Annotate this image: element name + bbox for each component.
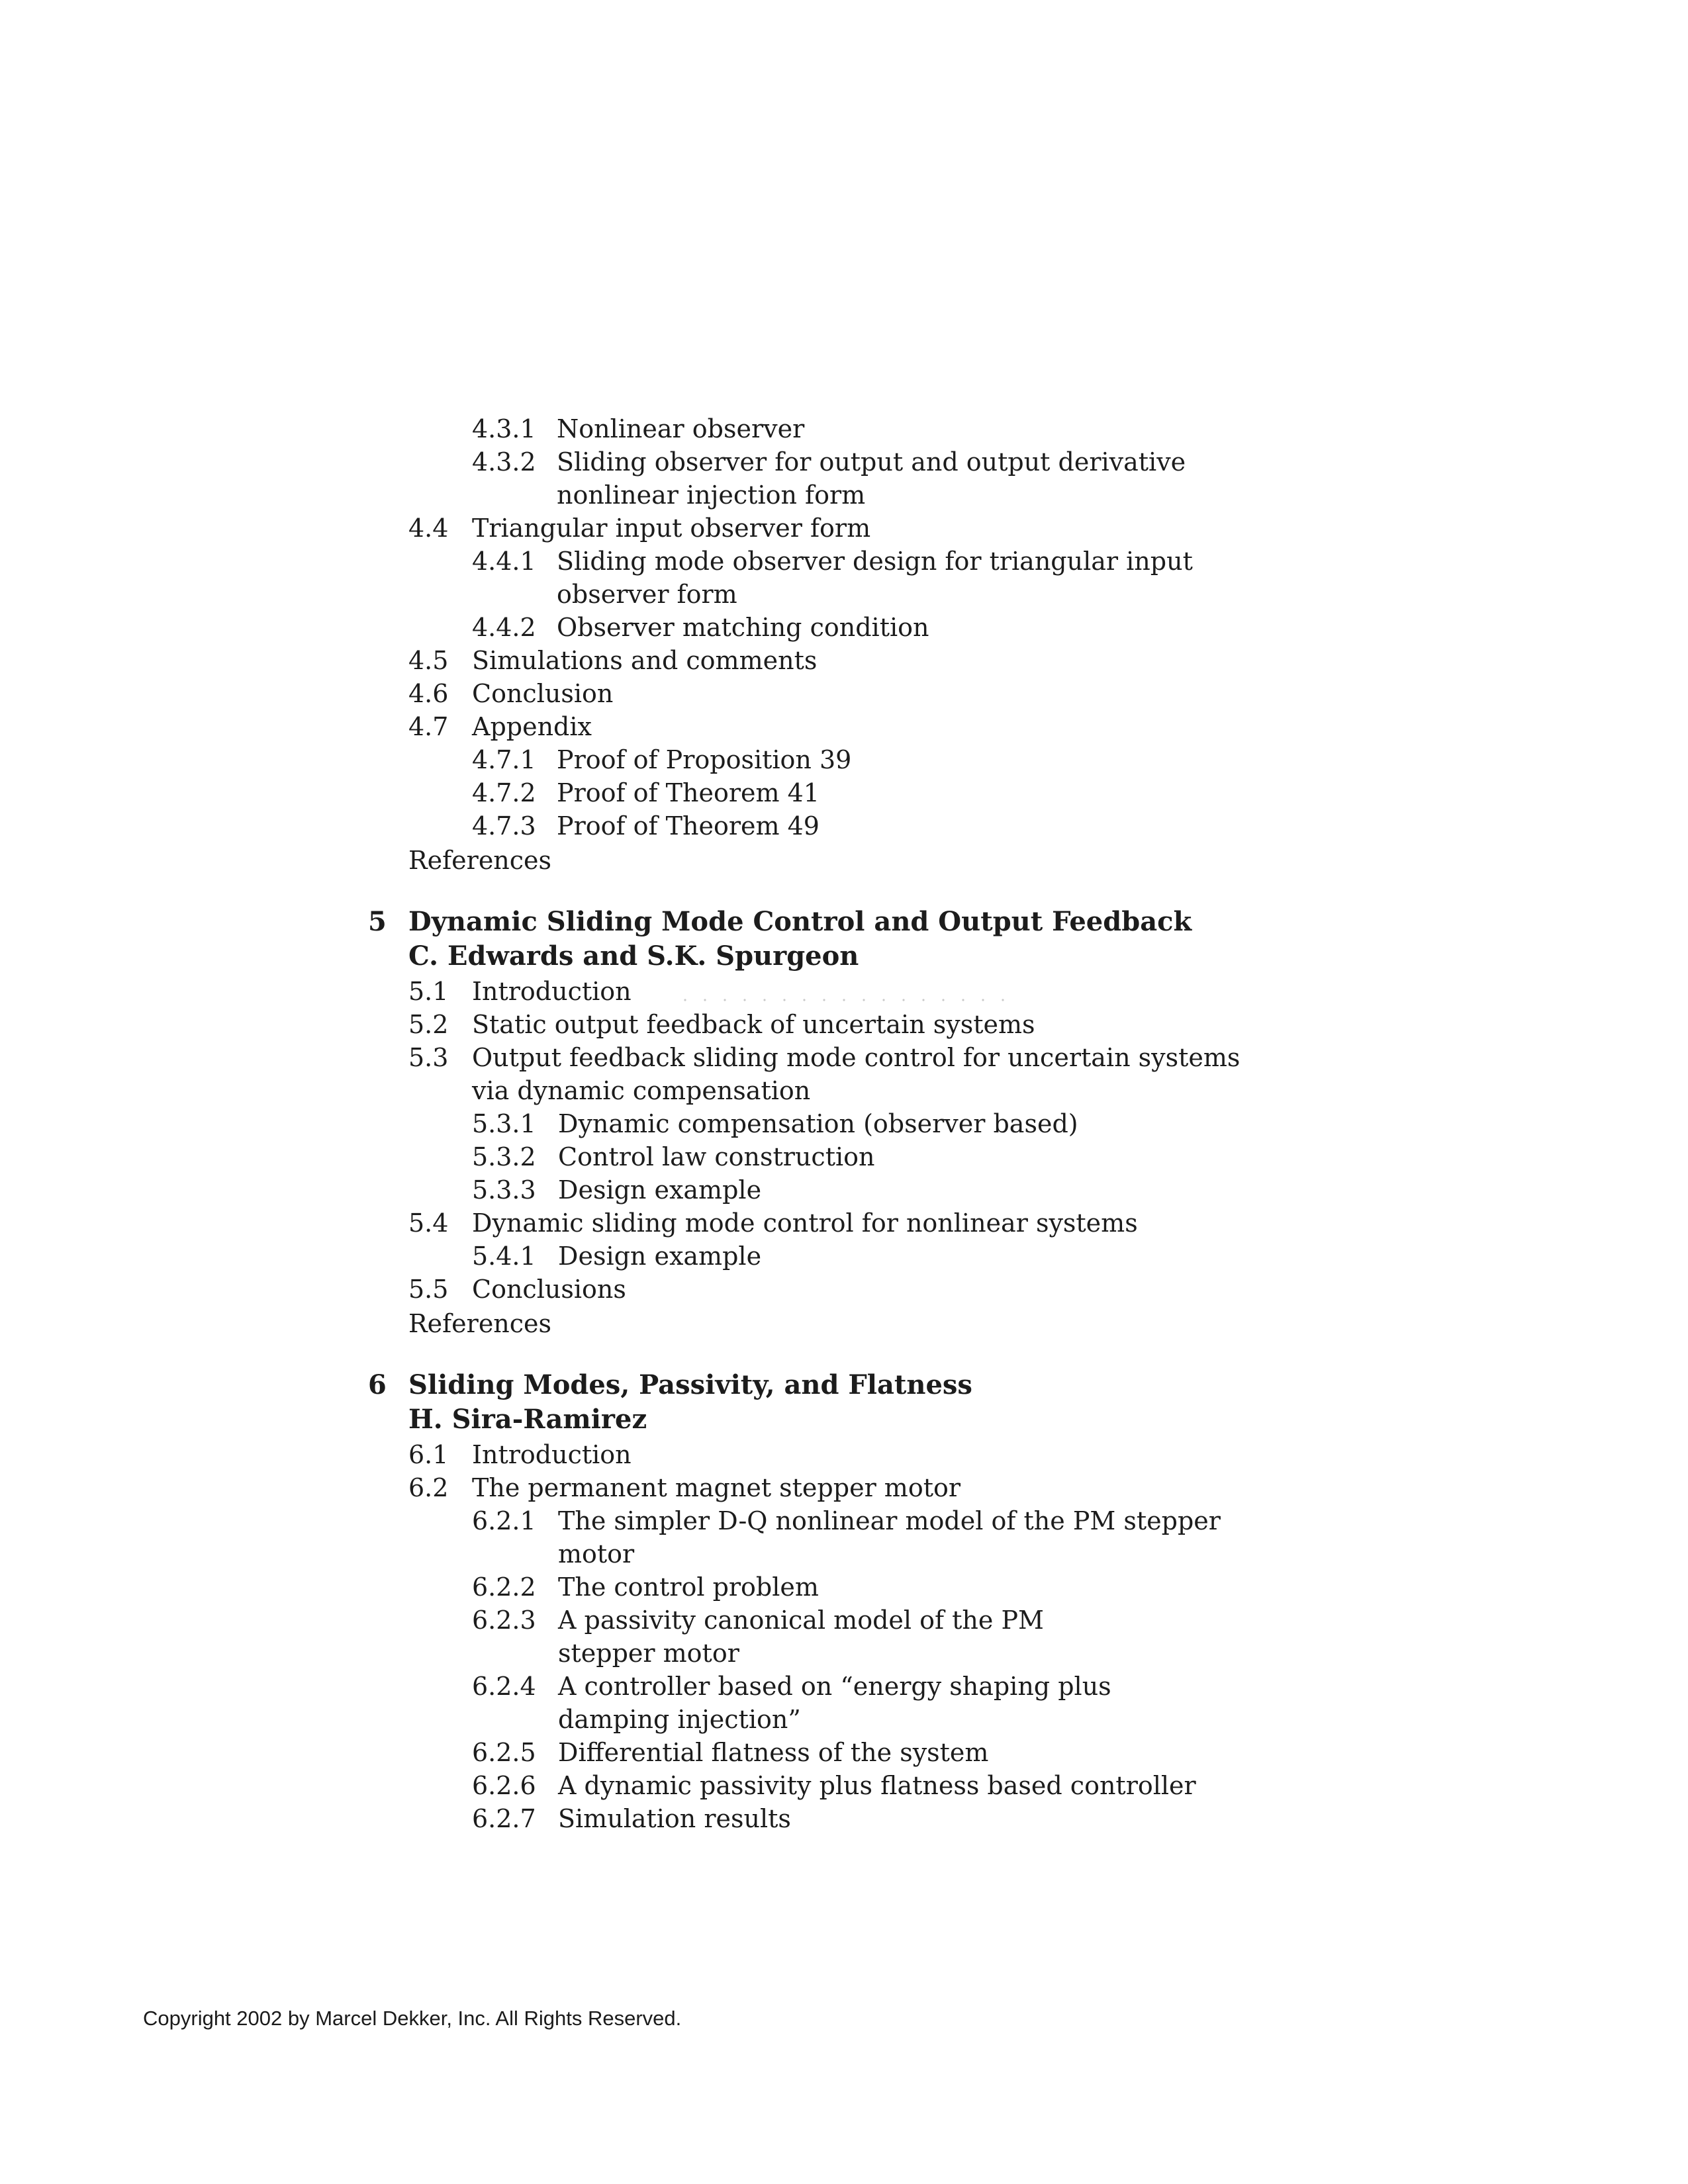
section-title: Differential flatness of the system xyxy=(558,1738,989,1767)
chapter-number: 6 xyxy=(368,1369,387,1400)
section-title: Proof of Proposition 39 xyxy=(557,745,852,774)
section-title: The simpler D-Q nonlinear model of the PM stepper xyxy=(558,1506,1221,1535)
section-title: The permanent magnet stepper motor xyxy=(472,1473,961,1502)
section-title: Introduction xyxy=(472,977,632,1006)
section-number: 5.5 xyxy=(408,1275,449,1304)
section-number: 4.7 xyxy=(408,712,449,741)
section-title: Simulations and comments xyxy=(472,646,818,675)
section-number: 6.2.4 xyxy=(472,1672,536,1701)
section-number: 4.5 xyxy=(408,646,449,675)
author-names: C. Edwards and S.K. Spurgeon xyxy=(408,940,859,972)
section-title: observer form xyxy=(557,580,737,609)
section-title: Triangular input observer form xyxy=(472,514,871,543)
section-title: nonlinear injection form xyxy=(557,480,866,510)
section-number: 6.2.1 xyxy=(472,1506,536,1535)
section-title: stepper motor xyxy=(558,1639,739,1668)
chapter-title: Sliding Modes, Passivity, and Flatness xyxy=(408,1369,972,1400)
section-title: Sliding mode observer design for triangular input xyxy=(557,547,1193,576)
references-label: References xyxy=(408,846,552,875)
section-number: 4.3.2 xyxy=(472,447,536,477)
section-number: 6.2.7 xyxy=(472,1804,536,1833)
section-title: Conclusion xyxy=(472,679,614,708)
section-title: Introduction xyxy=(472,1440,632,1469)
section-number: 5.4 xyxy=(408,1208,449,1238)
section-number: 5.2 xyxy=(408,1010,449,1039)
author-names: H. Sira-Ramirez xyxy=(408,1404,647,1435)
copyright-notice: Copyright 2002 by Marcel Dekker, Inc. All Rights Reserved. xyxy=(143,2007,682,2030)
section-number: 5.3 xyxy=(408,1043,449,1072)
section-title: A controller based on “energy shaping plus xyxy=(558,1672,1111,1701)
section-number: 4.4 xyxy=(408,514,449,543)
section-title: via dynamic compensation xyxy=(472,1076,811,1105)
section-title: Simulation results xyxy=(558,1804,791,1833)
section-number: 4.3.1 xyxy=(472,414,536,443)
section-number: 4.7.2 xyxy=(472,778,536,807)
section-title: A dynamic passivity plus flatness based controller xyxy=(558,1771,1196,1800)
section-number: 6.2.3 xyxy=(472,1606,536,1635)
section-number: 5.3.3 xyxy=(472,1175,536,1205)
section-title: Conclusions xyxy=(472,1275,626,1304)
section-title: motor xyxy=(558,1539,635,1569)
chapter-number: 5 xyxy=(368,906,387,937)
references-label: References xyxy=(408,1309,552,1338)
section-number: 4.4.1 xyxy=(472,547,536,576)
section-title: Observer matching condition xyxy=(557,613,929,642)
section-title: damping injection” xyxy=(558,1705,801,1734)
section-title: Sliding observer for output and output derivative xyxy=(557,447,1186,477)
section-title: Proof of Theorem 49 xyxy=(557,811,820,841)
section-number: 6.2.6 xyxy=(472,1771,536,1800)
section-title: Nonlinear observer xyxy=(557,414,805,443)
section-title: Static output feedback of uncertain systems xyxy=(472,1010,1035,1039)
section-number: 5.3.1 xyxy=(472,1109,536,1138)
chapter-title: Dynamic Sliding Mode Control and Output Feedback xyxy=(408,906,1192,937)
section-title: Proof of Theorem 41 xyxy=(557,778,820,807)
section-number: 4.7.1 xyxy=(472,745,536,774)
section-number: 6.2.2 xyxy=(472,1572,536,1602)
section-title: Dynamic compensation (observer based) xyxy=(558,1109,1078,1138)
section-number: 4.7.3 xyxy=(472,811,536,841)
dot-leader xyxy=(675,997,1006,1003)
section-title: Output feedback sliding mode control for uncertain systems xyxy=(472,1043,1241,1072)
section-number: 6.2 xyxy=(408,1473,449,1502)
section-title: Appendix xyxy=(472,712,592,741)
section-number: 5.4.1 xyxy=(472,1242,536,1271)
section-number: 4.4.2 xyxy=(472,613,536,642)
section-number: 5.1 xyxy=(408,977,449,1006)
section-title: Design example xyxy=(558,1242,762,1271)
section-number: 6.2.5 xyxy=(472,1738,536,1767)
section-title: Dynamic sliding mode control for nonlinear systems xyxy=(472,1208,1138,1238)
section-title: Control law construction xyxy=(558,1142,875,1171)
section-number: 6.1 xyxy=(408,1440,449,1469)
section-title: A passivity canonical model of the PM xyxy=(558,1606,1044,1635)
section-number: 5.3.2 xyxy=(472,1142,536,1171)
section-number: 4.6 xyxy=(408,679,449,708)
section-title: The control problem xyxy=(558,1572,819,1602)
section-title: Design example xyxy=(558,1175,762,1205)
